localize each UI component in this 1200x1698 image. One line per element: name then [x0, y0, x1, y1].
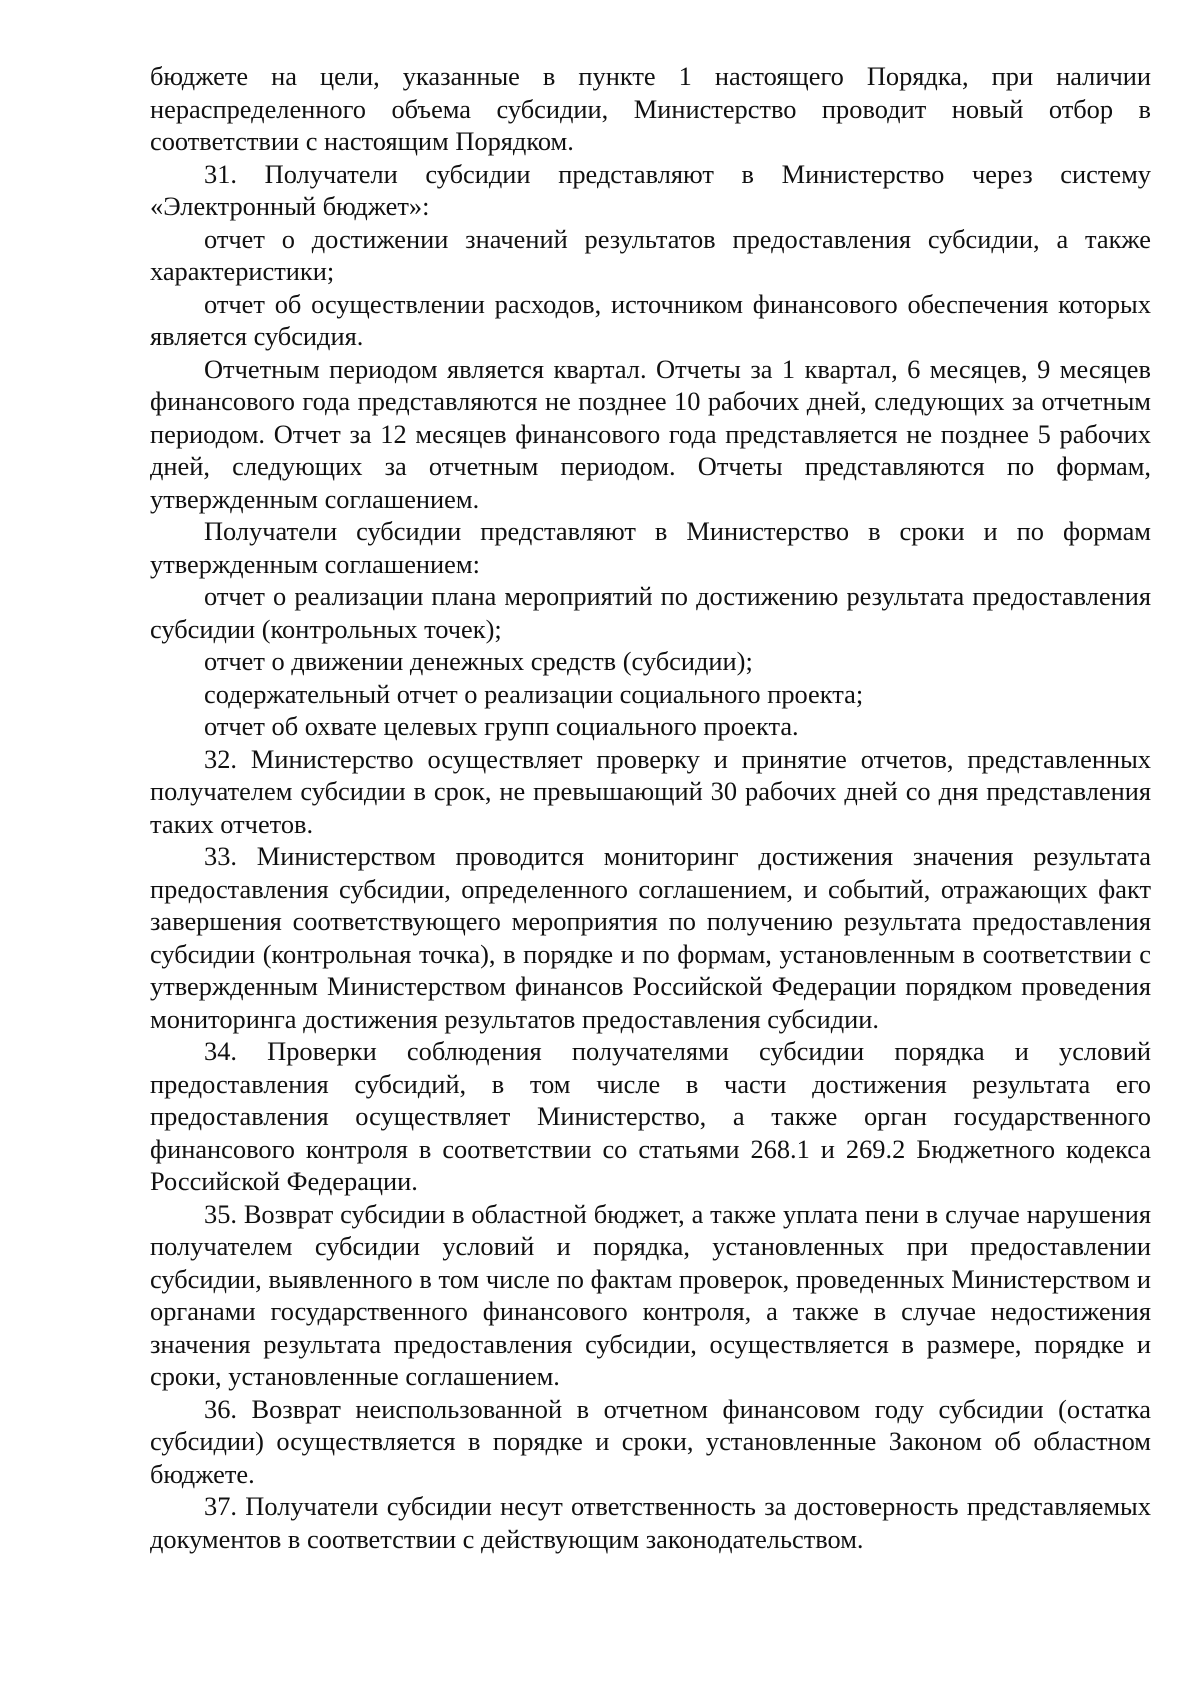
paragraph-36: 36. Возврат неиспользованной в отчетном финансовом году субсидии (остатка субсидии) осуществляется в порядке и сроки, установленные Законом об областном бюджете. [150, 1393, 1151, 1489]
paragraph-report-cash-flow: отчет о движении денежных средств (субсидии); [204, 646, 753, 676]
paragraph-31-report-expenses: отчет об осуществлении расходов, источником финансового обеспечения которых является субсидия. [150, 288, 1151, 351]
paragraph-31: 31. Получатели субсидии представляют в Министерство через систему «Электронный бюджет»: [150, 158, 1151, 221]
paragraph-37: 37. Получатели субсидии несут ответственность за достоверность представляемых документов в соответствии с действующим законодательством. [150, 1491, 1151, 1554]
paragraph-35: 35. Возврат субсидии в областной бюджет, а также уплата пени в случае нарушения получателем субсидии условий и порядка, установленных при предоставлении субсидии, выявленного в том числе по фактам проверок, проведенных Министерством и органами государственного финансового контроля, а также в случае недостижения значения результата предоставления субсидии, осуществляется в размере, порядке и сроки, установленные соглашением. [150, 1198, 1151, 1391]
paragraph-report-social-project: содержательный отчет о реализации социального проекта; [204, 678, 864, 709]
paragraph-31-report-results: отчет о достижении значений результатов предоставления субсидии, а также характеристики; [150, 223, 1151, 286]
paragraph-32: 32. Министерство осуществляет проверку и принятие отчетов, представленных получателем субсидии в срок, не превышающий 30 рабочих дней со дня представления таких отчетов. [150, 743, 1151, 839]
paragraph-continuation-budget: бюджете на цели, указанные в пункте 1 настоящего Порядка, при наличии нераспределенного объема субсидии, Министерство проводит новый отбор в соответствии с настоящим Порядком. [150, 61, 1151, 156]
paragraph-reporting-period: Отчетным периодом является квартал. Отчеты за 1 квартал, 6 месяцев, 9 месяцев финансового года представляются не позднее 10 рабочих дней, следующих за отчетным периодом. Отчет за 12 месяцев финансового года представляется не позднее 5 рабочих дней, следующих за отчетным периодом. Отчеты представляются по формам, утвержденным соглашением. [150, 353, 1151, 514]
paragraph-report-action-plan: отчет о реализации плана мероприятий по достижению результата предоставления субсидии (контрольных точек); [150, 581, 1151, 644]
paragraph-report-target-groups: отчет об охвате целевых групп социального проекта. [204, 711, 799, 741]
paragraph-33: 33. Министерством проводится мониторинг достижения значения результата предоставления субсидии, определенного соглашением, и событий, отражающих факт завершения соответствующего мероприятия по получению результата предоставления субсидии (контрольная точка), в порядке и по формам, установленным в соответствии с утвержденным Министерством финансов Российской Федерации порядком проведения мониторинга достижения результатов предоставления субсидии. [150, 841, 1151, 1034]
paragraph-additional-reports: Получатели субсидии представляют в Министерство в сроки и по формам утвержденным соглашением: [150, 516, 1151, 579]
paragraph-34: 34. Проверки соблюдения получателями субсидии порядка и условий предоставления субсидий, в том числе в части достижения результата его предоставления осуществляет Министерство, а также орган государственного финансового контроля в соответствии со статьями 268.1 и 269.2 Бюджетного кодекса Российской Федерации. [150, 1036, 1151, 1196]
document-body [150, 60, 1151, 1555]
